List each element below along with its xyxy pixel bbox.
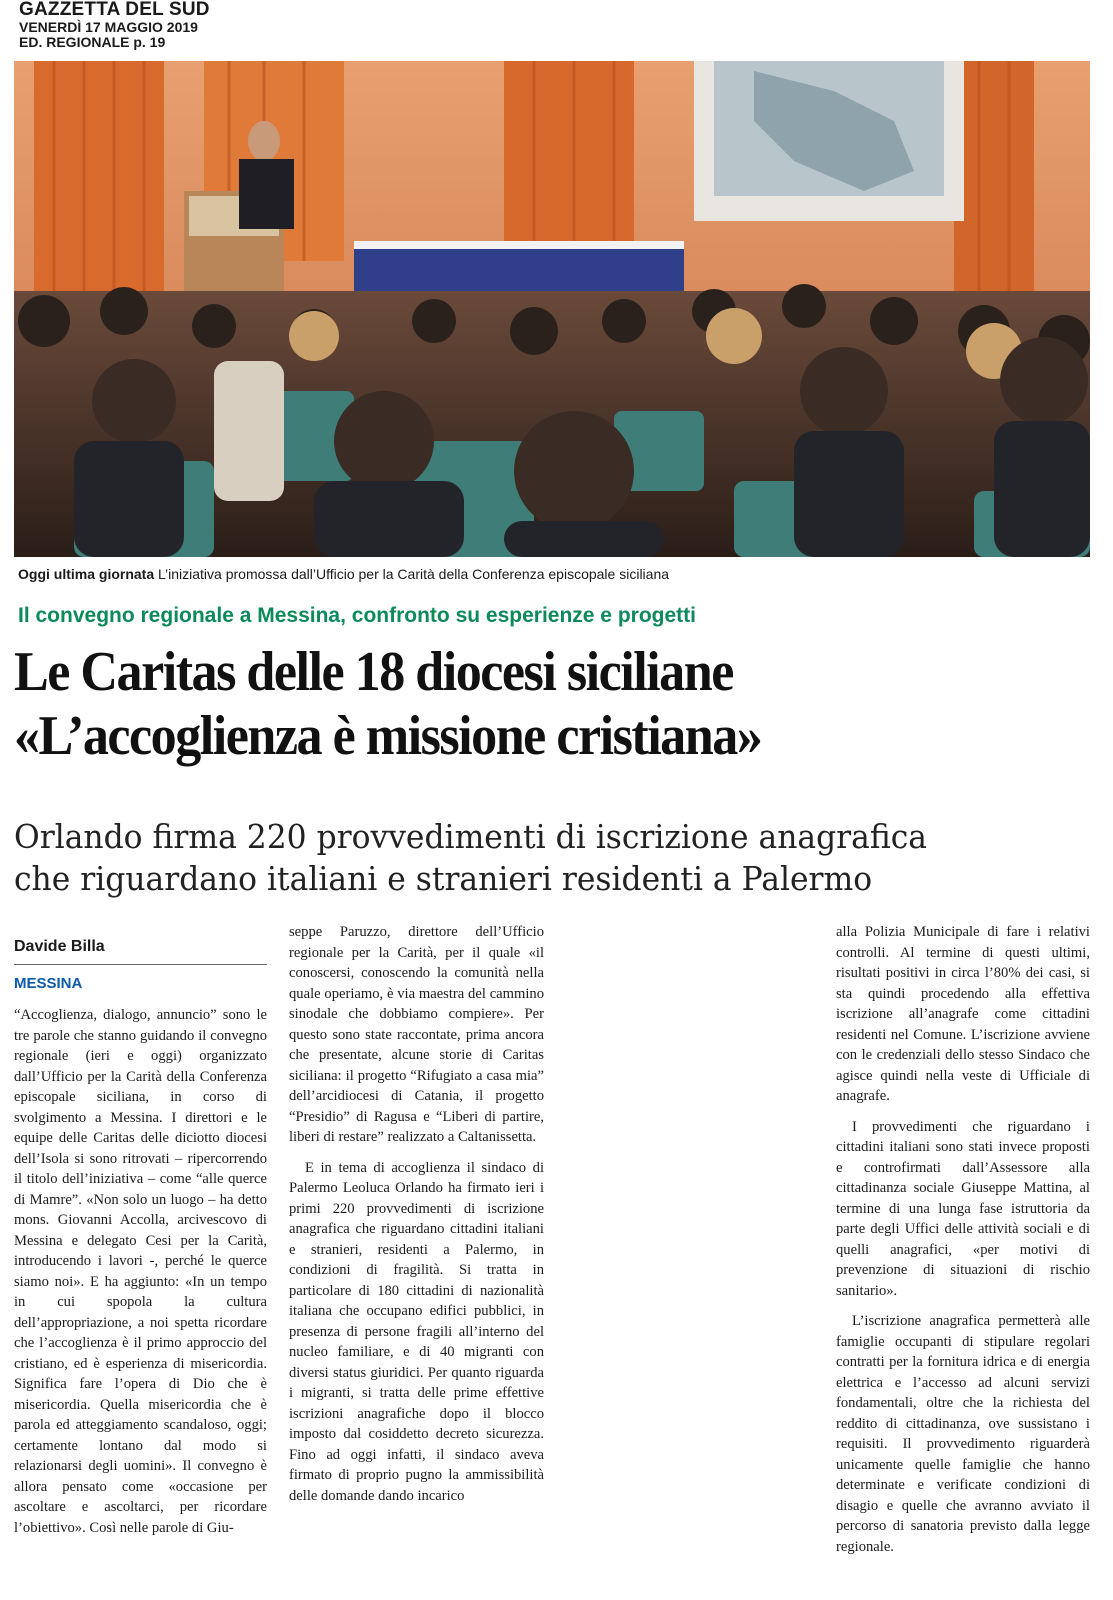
article-column-2 — [289, 922, 544, 1506]
subheadline-line-1: Orlando firma 220 provvedimenti di iscrizione anagrafica — [14, 817, 927, 856]
headline-line-2: «L’accoglienza è missione cristiana» — [14, 705, 762, 767]
paragraph: alla Polizia Municipale di fare i relativi controlli. Al termine di questi ultimi, risultati positivi in circa l’80% dei casi, si sta quindi procedendo alla effettiva iscrizione all’anagrafe come cittadini residenti nel Comune. L’iscrizione avviene con le credenziali dello stesso Sindaco che agisce quindi nella veste di Ufficiale di anagrafe. — [836, 924, 1090, 1104]
paragraph: L’iscrizione anagrafica permetterà alle famiglie occupanti di stipulare regolari contratti per la fornitura idrica e di energia elettrica e l’accesso ad alcuni servizi fondamentali, oltre che la richiesta del reddito di cittadinanza, ove sussistano i requisiti. Il provvedimento riguarderà unicamente quelle famiglie che hanno determinate e verificate condizioni di disagio e quelle che avranno avviato il percorso di sanatoria previsto dalla legge regionale. — [836, 1313, 1090, 1555]
caption-text: L’iniziativa promossa dall’Ufficio per la Carità della Conferenza episcopale siciliana — [154, 566, 670, 582]
paragraph: seppe Paruzzo, direttore dell’Ufficio regionale per la Carità, per il quale «il conoscersi, conoscendo la comunità nella quale operiamo, è via maestra del cammino sinodale che dobbiamo compiere». Per questo sono state raccontate, prima ancora che presentate, alcune storie di Caritas siciliana: il progetto “Rifugiato a casa mia” dell’arcidiocesi di Catania, il progetto “Presidio” di Ragusa e “Liberi di partire, liberi di restare” realizzato a Caltanissetta. — [289, 924, 544, 1145]
article-column-1 — [14, 1005, 267, 1538]
caption-lead: Oggi ultima giornata — [18, 566, 155, 582]
byline-divider — [14, 964, 267, 965]
conference-photo — [14, 61, 1090, 557]
paragraph: I provvedimenti che riguardano i cittadini italiani sono stati invece proposti e controfirmati dall’Assessore alla cittadinanza sociale Giuseppe Mattina, al termine di una lunga fase istruttoria da parte degli Uffici delle attività sociali e di quelli anagrafici, «per motivi di prevenzione di situazioni di rischio sanitario». — [836, 1118, 1090, 1299]
edition-page: ED. REGIONALE p. 19 — [19, 34, 166, 50]
newspaper-name: GAZZETTA DEL SUD — [19, 0, 210, 20]
paragraph: E in tema di accoglienza il sindaco di Palermo Leoluca Orlando ha firmato ieri i primi 220 provvedimenti di iscrizione anagrafica che riguardano cittadini italiani e stranieri, residenti a Palermo, in condizioni di fragilità. Si tratta in particolare di 180 cittadini di nazionalità italiana che occupano edifici pubblici, in presenza di persone fragili all’interno del nucleo familiare, e di 40 migranti con diversi status giuridici. Per quanto riguarda i migranti, si tratta delle prime effettive iscrizioni anagrafiche dopo il blocco imposto dal cosiddetto decreto sicurezza. Fino ad oggi infatti, il sindaco aveva firmato di proprio pugno la ammissibilità delle domande dando incarico — [289, 1159, 544, 1504]
photo-caption — [18, 566, 669, 582]
paragraph: “Accoglienza, dialogo, annuncio” sono le tre parole che stanno guidando il convegno regionale (ieri e oggi) organizzato dall’Ufficio per la Carità della Conferenza episcopale siciliana, in corso di svolgimento a Messina. I direttori e le equipe delle Caritas delle diciotto diocesi dell’Isola si sono ritrovati – ripercorrendo il titolo dell’iniziativa – come “alle querce di Mamre”. «Non solo un luogo – ha detto mons. Giovanni Accolla, arcivescovo di Messina e delegato Cesi per la Carità, introducendo i lavori -, perché le querce siamo noi». E ha aggiunto: «In un tempo in cui spopola la cultura dell’appropriazione, a noi spetta ricordare che l’accoglienza è il primo approccio del cristiano, ed è esperienza di misericordia. Significa fare l’opera di Dio che è misericordia. Quella misericordia che è parola ed atteggiamento scandaloso, oggi; certamente lontano dal modo si relazionarsi degli uomini». Il convegno è allora pensato come «occasione per ascoltare e ascoltarci, per ricordare l’obiettivo». Così nelle parole di Giu- — [14, 1007, 267, 1536]
kicker: Il convegno regionale a Messina, confronto su esperienze e progetti — [18, 604, 696, 627]
headline — [14, 640, 1028, 768]
dateline: MESSINA — [14, 975, 83, 992]
subheadline — [14, 816, 927, 900]
headline-line-1: Le Caritas delle 18 diocesi siciliane — [14, 641, 733, 703]
author-byline: Davide Billa — [14, 938, 105, 955]
issue-date: VENERDÌ 17 MAGGIO 2019 — [19, 19, 198, 35]
subheadline-line-2: che riguardano italiani e stranieri residenti a Palermo — [14, 859, 873, 898]
masthead — [19, 0, 210, 49]
article-column-3 — [836, 922, 1090, 1557]
